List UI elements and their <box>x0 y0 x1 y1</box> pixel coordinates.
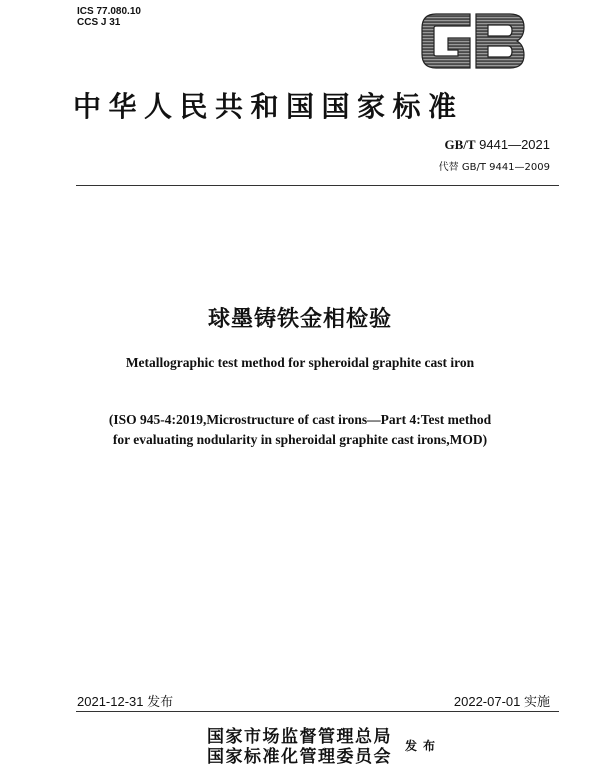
iso-reference-line-1: (ISO 945-4:2019,Microstructure of cast irons—Part 4:Test method <box>108 412 492 427</box>
gb-logo <box>418 8 528 74</box>
iso-reference-line-2: for evaluating nodularity in spheroidal graphite cast irons,MOD) <box>112 432 488 447</box>
english-title: Metallographic test method for spheroidal graphite cast iron <box>125 355 475 370</box>
classification-codes <box>77 6 141 28</box>
standard-number <box>444 137 550 153</box>
replaces-standard: 代替 GB/T 9441—2009 <box>438 162 550 173</box>
top-divider <box>76 185 559 186</box>
implementation-date: 2022-07-01 实施 <box>453 694 550 709</box>
publisher-sac: 国家标准化管理委员会 <box>207 747 392 767</box>
publishers <box>207 727 392 767</box>
ics-code: ICS 77.080.10 <box>77 6 141 17</box>
chinese-title: 球墨铸铁金相检验 <box>207 307 392 332</box>
bottom-divider <box>76 711 559 712</box>
issue-date: 2021-12-31 发布 <box>77 694 174 709</box>
ccs-code: CCS J 31 <box>77 17 121 28</box>
standard-prefix: GB/T <box>444 137 476 152</box>
publish-label: 发布 <box>405 739 442 753</box>
standard-code: 9441—2021 <box>475 137 550 152</box>
iso-reference <box>0 410 600 450</box>
national-standard-title: 中华人民共和国国家标准 <box>73 90 464 123</box>
publisher-samr: 国家市场监督管理总局 <box>207 727 392 747</box>
